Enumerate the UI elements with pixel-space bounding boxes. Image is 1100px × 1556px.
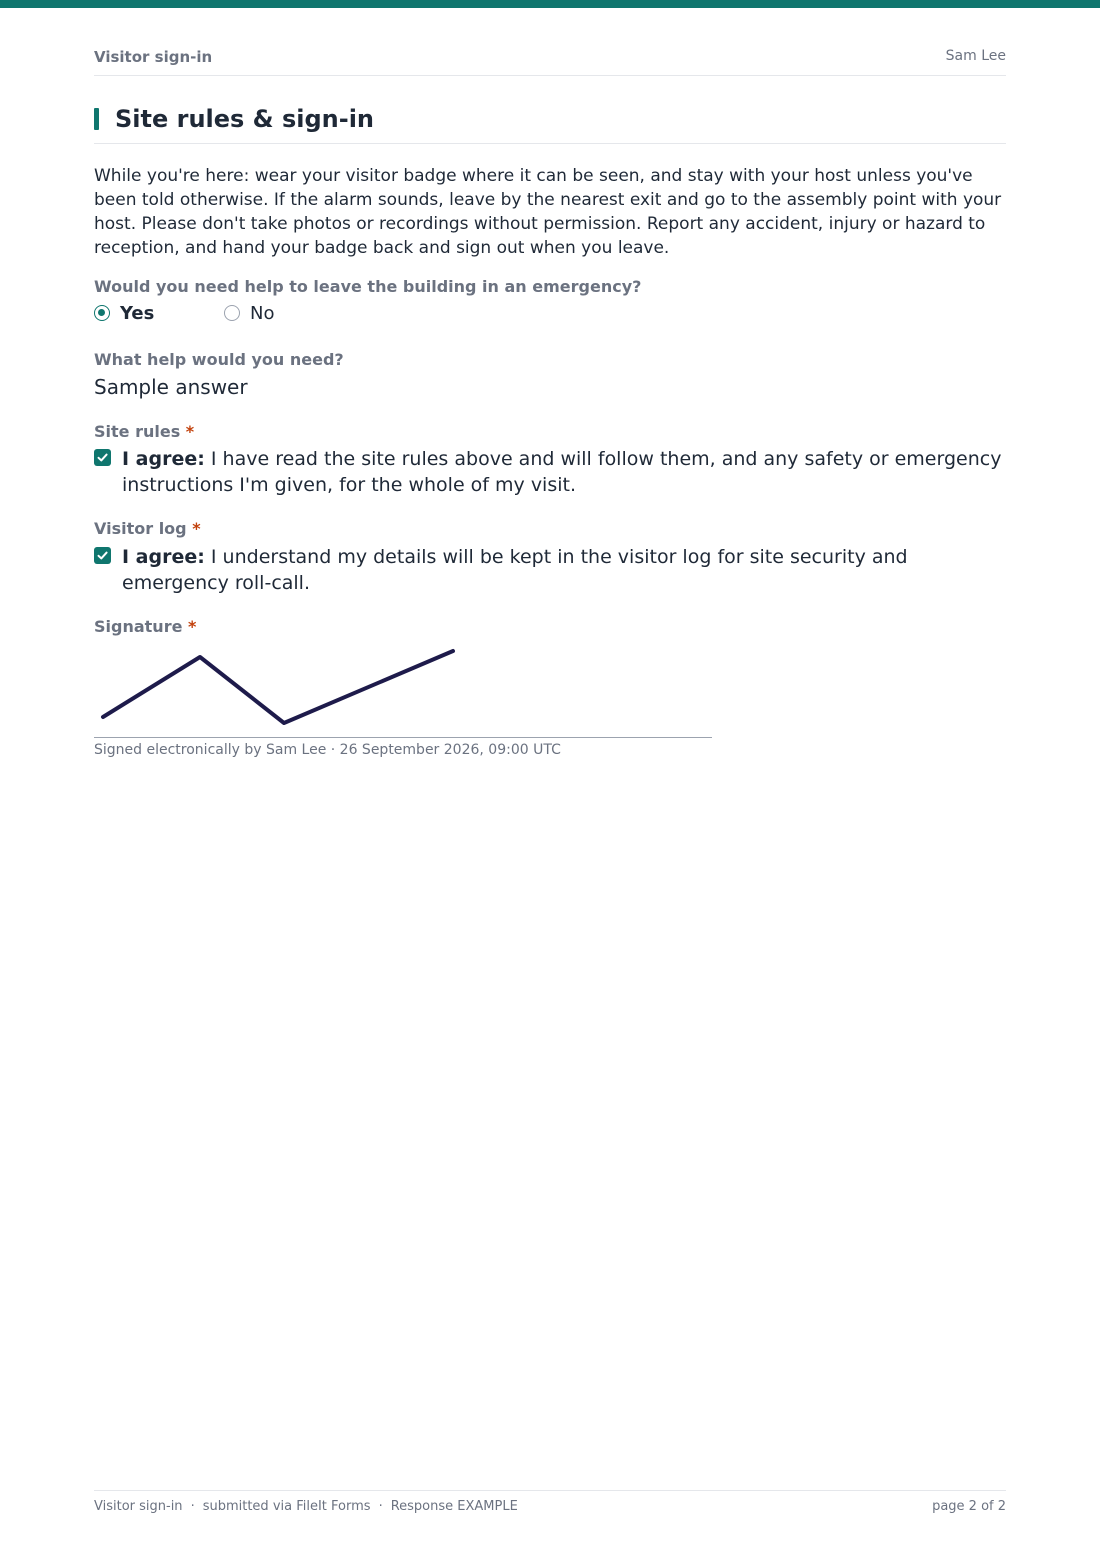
visitor-log-checkbox[interactable] — [94, 547, 111, 564]
required-mark: * — [185, 422, 195, 441]
footer-separator: · — [378, 1499, 383, 1514]
header-form-name: Visitor sign-in — [94, 48, 213, 66]
visitor-log-label-text: Visitor log — [94, 519, 187, 538]
section-accent-bar — [94, 108, 99, 130]
required-mark: * — [192, 519, 201, 538]
radio-option-label: Yes — [120, 302, 155, 324]
agree-label: I agree: — [122, 448, 205, 470]
help-needed-answer: Sample answer — [94, 375, 248, 399]
checkmark-icon — [96, 549, 109, 562]
checkmark-icon — [96, 451, 109, 464]
handwritten-signature — [94, 640, 712, 738]
running-header — [94, 48, 1006, 76]
signature-pad — [94, 640, 712, 738]
help-needed-question-label: What help would you need? — [94, 350, 344, 369]
section-title: Site rules & sign-in — [115, 105, 375, 133]
signature-question-label — [94, 617, 196, 636]
emergency-help-radio-group — [94, 302, 494, 324]
radio-option-label: No — [250, 302, 275, 324]
footer-response-id: Response EXAMPLE — [390, 1499, 518, 1514]
site-rules-agree-text — [122, 446, 1006, 498]
signature-label-text: Signature — [94, 617, 183, 636]
section-heading — [94, 104, 1006, 144]
footer-form-name: Visitor sign-in — [94, 1499, 183, 1514]
required-mark: * — [188, 617, 197, 636]
footer-separator: · — [190, 1499, 195, 1514]
emergency-help-question-label: Would you need help to leave the building in an emergency? — [94, 277, 642, 296]
site-rules-checkbox[interactable] — [94, 449, 111, 466]
radio-option-no[interactable] — [224, 302, 274, 324]
site-rules-question-label — [94, 422, 194, 441]
agree-label: I agree: — [122, 546, 205, 568]
header-respondent-name: Sam Lee — [945, 48, 1006, 64]
agree-statement: I understand my details will be kept in the visitor log for site security and emergency roll-call. — [122, 546, 908, 594]
radio-checked-icon — [94, 305, 110, 321]
agree-statement: I have read the site rules above and will follow them, and any safety or emergency instructions I'm given, for the whole of my visit. — [122, 448, 1002, 496]
site-rules-label-text: Site rules — [94, 422, 181, 441]
footer-page-number: page 2 of 2 — [932, 1499, 1006, 1514]
signature-caption: Signed electronically by Sam Lee · 26 September 2026, 09:00 UTC — [94, 742, 561, 758]
site-rules-agree-row — [94, 446, 1006, 498]
document-page — [94, 0, 1006, 1556]
footer-submitted-via: submitted via FileIt Forms — [202, 1499, 371, 1514]
site-rules-intro: While you're here: wear your visitor badge where it can be seen, and stay with your host unless you've been told otherwise. If the alarm sounds, leave by the nearest exit and go to the assembly point with your host. Please don't take photos or recordings without permission. Report any accident, injury or hazard to reception, and hand your badge back and sign out when you leave. — [94, 166, 1002, 258]
radio-option-yes[interactable] — [94, 302, 154, 324]
visitor-log-agree-row — [94, 544, 1006, 596]
radio-unchecked-icon — [224, 305, 240, 321]
footer-left — [94, 1499, 518, 1514]
page-footer — [94, 1490, 1006, 1520]
visitor-log-question-label — [94, 519, 201, 538]
visitor-log-agree-text — [122, 544, 1006, 596]
